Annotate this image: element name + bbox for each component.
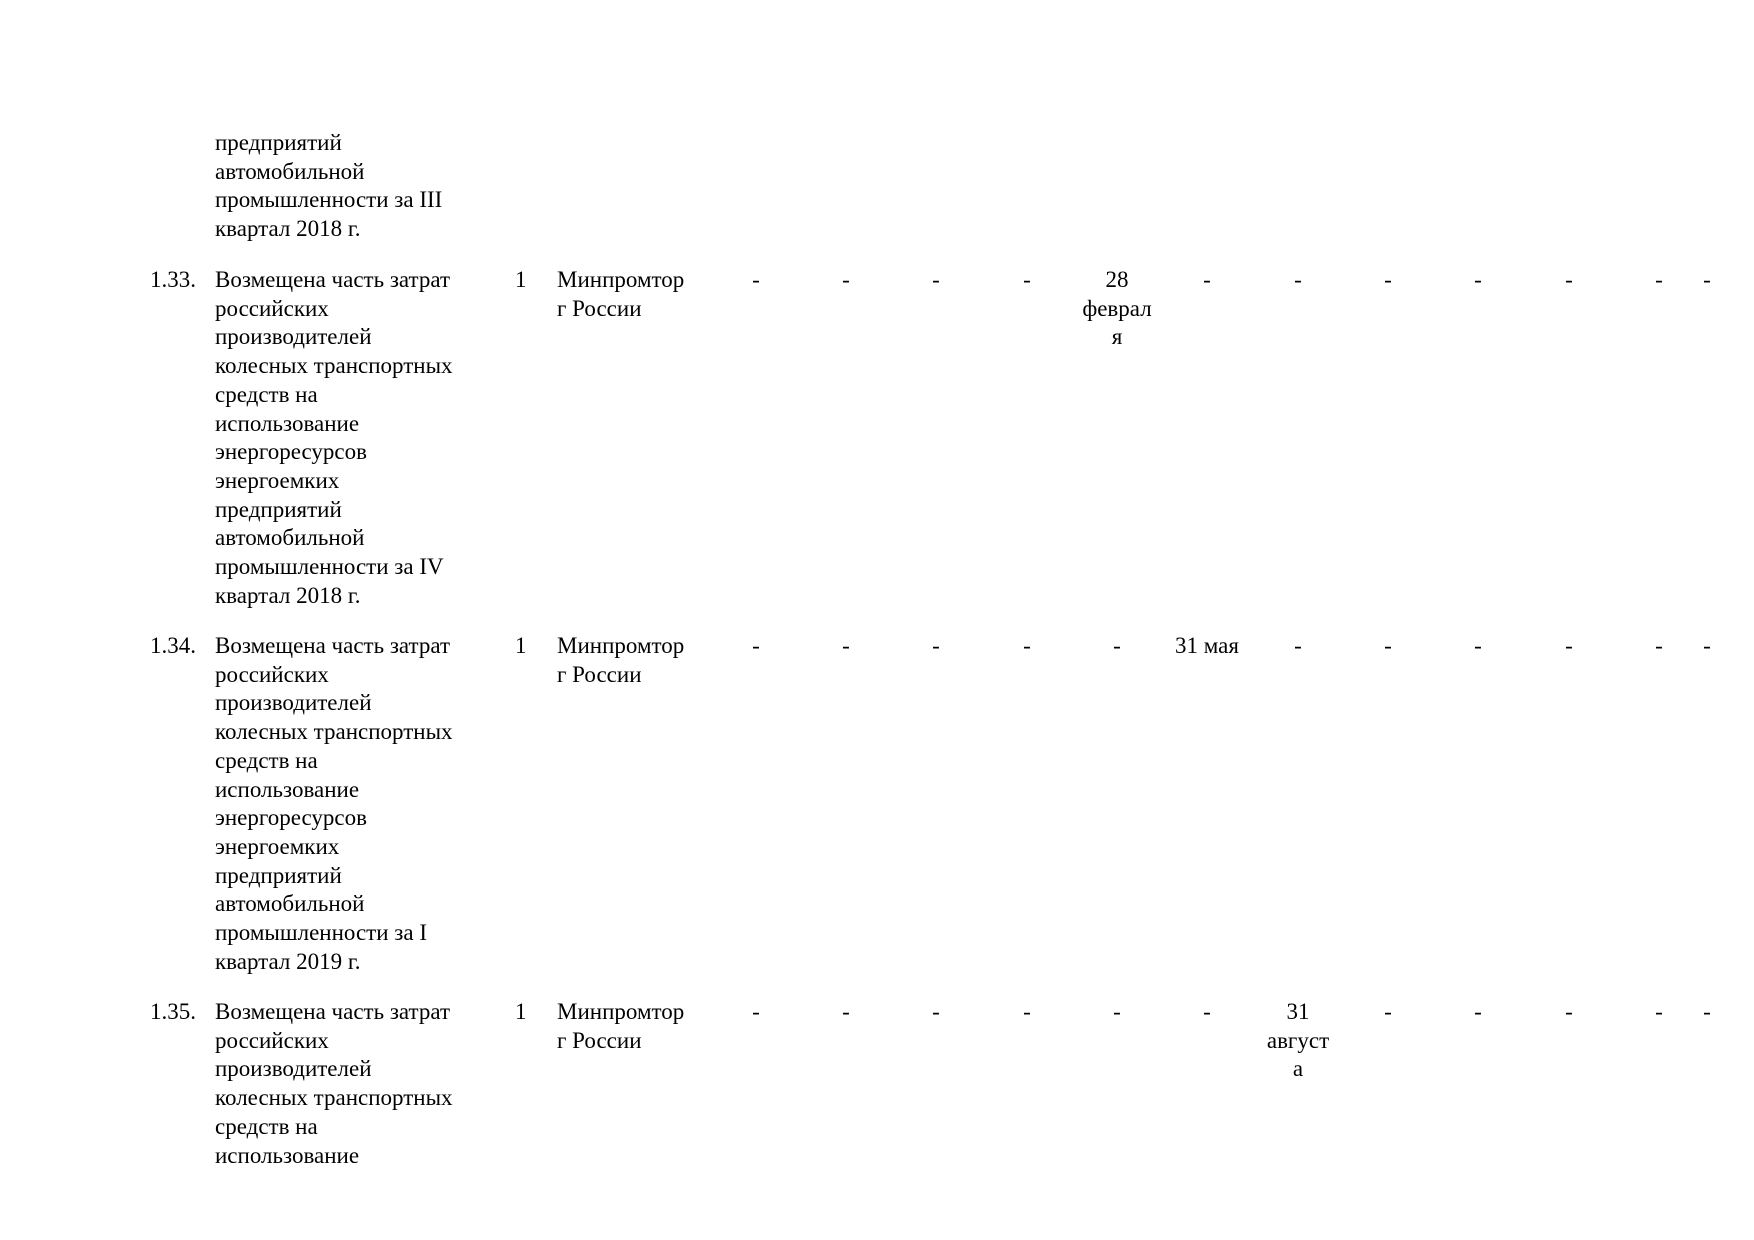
description-line: российских [215,661,329,687]
description-line: использование [215,1142,360,1168]
period-cell [1343,266,1433,295]
description-line: использование [215,410,360,436]
row-organization [557,998,727,1055]
row-organization [557,266,727,323]
cell-line: - [932,999,940,1024]
cell-line: - [1294,633,1302,658]
description-line: квартал 2019 г. [215,948,361,974]
cell-line: 31 мая [1175,633,1239,658]
cell-line: - [842,267,850,292]
period-cell [1253,998,1343,1084]
organization-line: Минпромтор [557,633,685,658]
cell-line: - [842,633,850,658]
description-line: колесных транспортных [215,1085,453,1111]
description-line: квартал 2018 г. [215,582,361,608]
period-cell [711,632,801,661]
cell-line: - [1565,267,1573,292]
period-cell [1524,266,1614,295]
continued-description [215,129,485,244]
cell-line: я [1111,324,1123,350]
row-count: 1 [515,999,527,1024]
period-cell [801,998,891,1027]
description-line: средств на [215,1113,318,1139]
cell-line: - [1384,267,1392,292]
description-line: Возмещена часть затрат [215,999,451,1024]
period-cell [1162,632,1252,661]
cell-line: - [1474,999,1482,1024]
description-line: Возмещена часть затрат [215,633,451,658]
cell-line: - [842,999,850,1024]
cell-line: - [1703,267,1711,292]
description-line: автомобильной [215,525,365,551]
description-line: предприятий [215,496,342,522]
description-line: средств на [215,381,318,407]
description-line: производителей [215,1056,372,1082]
cell-line: - [1474,633,1482,658]
period-cell [1072,266,1162,352]
description-line: использование [215,776,360,802]
period-cell [1072,632,1162,661]
organization-line: Минпромтор [557,999,685,1024]
period-cell [982,266,1072,295]
period-cell [711,998,801,1027]
cell-line: - [932,633,940,658]
cell-line: а [1292,1056,1304,1082]
cell-line: - [752,633,760,658]
period-cell [1433,632,1523,661]
cell-line: - [1203,267,1211,292]
row-count: 1 [515,633,527,658]
period-cell [801,632,891,661]
organization-line: г России [557,295,642,321]
organization-line: г России [557,1027,642,1053]
description-line: автомобильной [215,891,365,917]
period-cell [1162,998,1252,1027]
cell-line: - [1203,999,1211,1024]
description-line: энергоемких [215,833,340,859]
period-cell [1662,632,1752,661]
cell-line: - [1023,267,1031,292]
period-cell [1433,998,1523,1027]
period-cell [1253,266,1343,295]
cell-line: - [1294,267,1302,292]
description-line: средств на [215,747,318,773]
cell-line: - [1565,999,1573,1024]
description-line: колесных транспортных [215,719,453,745]
period-cell [1433,266,1523,295]
description-line: промышленности за I [215,920,427,946]
cell-line: - [1655,633,1663,658]
period-cell [801,266,891,295]
description-line: колесных транспортных [215,353,453,379]
row-description [215,632,485,976]
row-description [215,266,485,610]
row-description [215,998,485,1170]
period-cell [1662,266,1752,295]
row-number: 1.35. [150,999,196,1024]
description-line: энергоресурсов [215,805,368,831]
cell-line: - [1655,267,1663,292]
cell-line: август [1266,1027,1330,1053]
description-line: Возмещена часть затрат [215,267,451,292]
period-cell [711,266,801,295]
cell-line: - [1655,999,1663,1024]
period-cell [1072,998,1162,1027]
period-cell [1162,266,1252,295]
description-line: российских [215,295,329,321]
period-cell [982,998,1072,1027]
cell-line: - [1384,999,1392,1024]
cell-line: феврал [1082,295,1152,321]
cell-line: - [1113,999,1121,1024]
period-cell [1253,632,1343,661]
continued-description-line: автомобильной [215,158,365,184]
period-cell [891,998,981,1027]
continued-description-line: промышленности за III [215,187,443,213]
cell-line: - [1384,633,1392,658]
cell-line: - [1023,633,1031,658]
description-line: промышленности за IV [215,554,444,580]
cell-line: - [932,267,940,292]
row-count: 1 [515,267,527,292]
period-cell [1662,998,1752,1027]
description-line: предприятий [215,862,342,888]
row-organization [557,632,727,689]
period-cell [891,266,981,295]
cell-line: - [752,267,760,292]
period-cell [891,632,981,661]
description-line: производителей [215,324,372,350]
description-line: российских [215,1027,329,1053]
cell-line: - [1113,633,1121,658]
row-number: 1.34. [150,633,196,658]
cell-line: - [1474,267,1482,292]
continued-description-line: предприятий [215,130,342,155]
cell-line: 31 [1286,999,1310,1024]
description-line: энергоресурсов [215,439,368,465]
description-line: энергоемких [215,467,340,493]
period-cell [1524,632,1614,661]
organization-line: Минпромтор [557,267,685,292]
period-cell [982,632,1072,661]
row-number: 1.33. [150,267,196,292]
cell-line: - [752,999,760,1024]
cell-line: - [1565,633,1573,658]
continued-description-line: квартал 2018 г. [215,216,361,242]
period-cell [1524,998,1614,1027]
cell-line: - [1023,999,1031,1024]
period-cell [1343,632,1433,661]
organization-line: г России [557,661,642,687]
cell-line: - [1703,999,1711,1024]
description-line: производителей [215,690,372,716]
cell-line: 28 [1105,267,1129,292]
cell-line: - [1703,633,1711,658]
period-cell [1343,998,1433,1027]
